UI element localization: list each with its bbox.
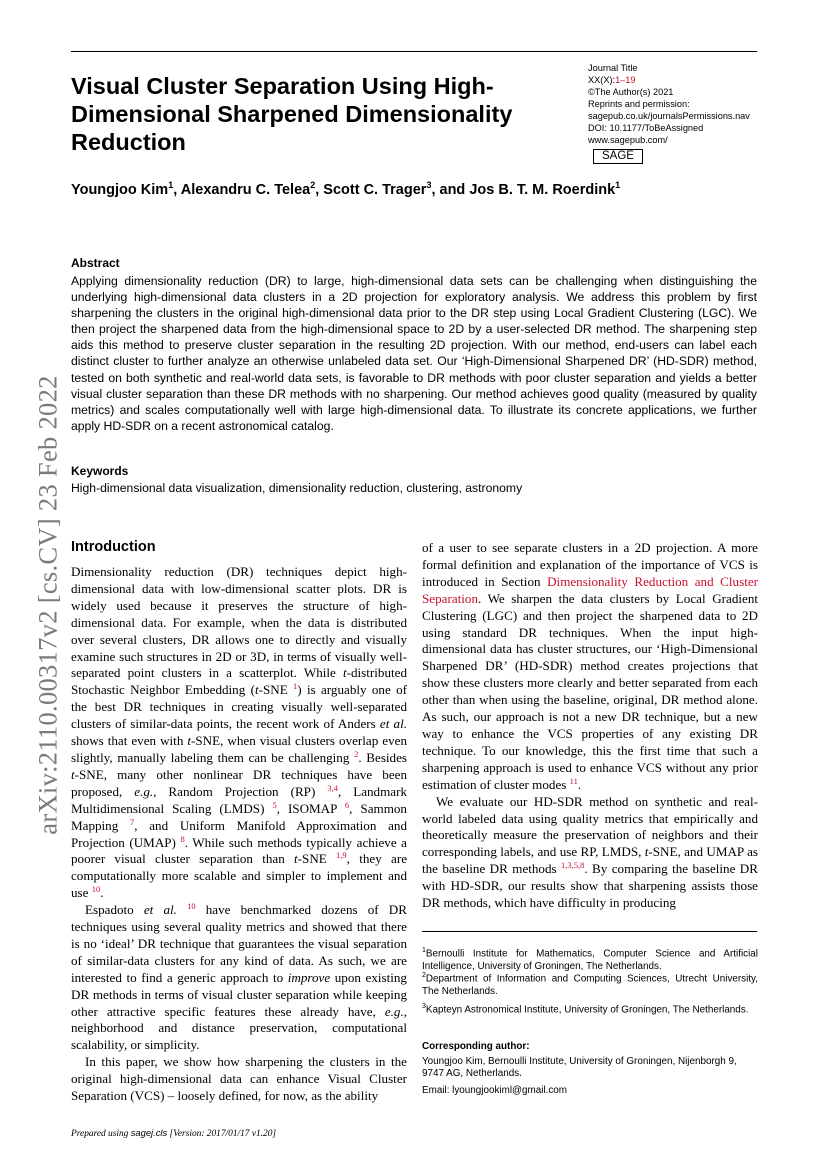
section-link[interactable]: Dimensionality Reduction and Cluster Separation xyxy=(422,573,759,606)
citation-link[interactable]: 5 xyxy=(272,799,277,810)
author-affiliation-mark: 2 xyxy=(310,180,316,190)
citation-link[interactable]: 6 xyxy=(344,799,350,810)
citation-link[interactable]: 1 xyxy=(293,681,298,692)
corresponding-author-address: Youngjoo Kim, Bernoulli Institute, University of Groningen, Nijenborgh 9, 9747 AG, Netherlands. xyxy=(422,1056,737,1080)
citation-link[interactable]: 3,4 xyxy=(327,782,338,793)
page-footer: Prepared using sagej.cls [Version: 2017/01/17 v1.20] xyxy=(71,1127,277,1139)
page-range-link[interactable]: 1–19 xyxy=(615,75,636,85)
reprints-label: Reprints and permission: xyxy=(588,99,690,109)
paper-title: Visual Cluster Separation Using High-Dimensional Sharpened Dimensionality Reduction xyxy=(71,73,513,155)
author-affiliation-mark: 1 xyxy=(615,180,621,190)
citation-link[interactable]: 10 xyxy=(91,884,101,895)
journal-title: Journal Title xyxy=(588,63,638,73)
author-name: Jos B. T. M. Roerdink xyxy=(469,181,616,198)
right-column xyxy=(422,540,758,912)
corresponding-author-email: Email: lyoungjookiml@gmail.com xyxy=(422,1085,568,1096)
publisher-website: www.sagepub.com/ xyxy=(588,135,668,145)
class-file-name: sagej.cls xyxy=(130,1127,168,1138)
author-affiliation-mark: 3 xyxy=(426,180,432,190)
footnote-affiliation-3: $^3$Kapteyn Astronomical Institute, University of Groningen, The Netherlands. xyxy=(422,1003,749,1016)
copyright: ©The Author(s) 2021 xyxy=(588,87,674,97)
author-affiliation-mark: 1 xyxy=(168,180,174,190)
corresponding-author-heading: Corresponding author: xyxy=(422,1041,530,1052)
keywords-heading: Keywords xyxy=(71,464,129,478)
author-name: Youngjoo Kim xyxy=(71,181,169,198)
doi: DOI: 10.1177/ToBeAssigned xyxy=(588,123,704,133)
citation-link[interactable]: 11 xyxy=(569,775,578,786)
citation-link[interactable]: 1,9 xyxy=(336,850,347,861)
citation-link[interactable]: 10 xyxy=(187,901,196,912)
citation-link[interactable]: 8 xyxy=(180,833,185,844)
intro-paragraph-3: In this paper, we show how sharpening the clusters in the original high-dimensional data can enhance Visual Cluster Separation (VCS) – loosely defined, for now, as the ability xyxy=(71,1054,407,1104)
abstract-heading: Abstract xyxy=(71,256,120,270)
permissions-url: sagepub.co.uk/journalsPermissions.nav xyxy=(588,111,750,121)
intro-paragraph-1: Dimensionality reduction (DR) techniques depict high-dimensional data with low-dimensional scatter plots. DR is widely used because it preserves the structure of high-dimensional data. For example, when the data is distributed over several clusters, DR allows one to directly and visually examine such structures in 2D or 3D, in terms of visually well-separated point clusters in a scatterplot. While t-distributed Stochastic Neighbor Embedding (t-SNE $^1$) is arguably one of the best DR techniques in creating visually well-separated clusters of similar-data points, the recent work of Anders et al. shows that even with t-SNE, when visual clusters overlap even slightly, manually labeling them can be challenging $^2$. Besides t-SNE, many other nonlinear DR techniques have been proposed, e.g., Random Projection (RP) $^{3,4}$, Landmark Multidimensional Scaling (LMDS) $^5$, ISOMAP $^6$, Sammon Mapping $^7$, and Uniform Manifold Approximation and Projection (UMAP) $^8$. While such methods typically achieve a poorer visual cluster separation than t-SNE $^{1,9}$, they are computationally more scalable and simpler to implement and use $^{10}$. xyxy=(71,564,408,901)
citation-link[interactable]: 1,3,5,8 xyxy=(561,860,585,871)
journal-volume: XX(X):1–19 xyxy=(588,75,636,85)
introduction-heading: Introduction xyxy=(71,539,156,555)
sage-logo: SAGE xyxy=(593,149,643,164)
left-column xyxy=(71,564,407,1105)
footnote-rule xyxy=(422,931,757,932)
top-rule xyxy=(71,51,757,52)
footnote-affiliation-1: $^1$Bernoulli Institute for Mathematics, Computer Science and Artificial Intelligence, University of Groningen, The Netherlands. xyxy=(422,947,758,972)
intro-paragraph-4: of a user to see separate clusters in a 2D projection. A more formal definition and explanation of the importance of VCS is introduced in Section Dimensionality Reduction and Cluster Separation. We sharpen the data clusters by Local Gradient Clustering (LGC) and then project the sharpened data to 2D using standard DR techniques. When the input high-dimensional data has cluster structures, our ‘High-Dimensional Sharpened DR’ (HD-SDR) method creates projections that show these clusters more clearly and better separated from each other than when using the baseline, original, DR method alone. As such, our approach is not a new DR technique, but a new way to enhance the VCS properties of any existing DR technique. To our knowledge, this the first time that such a sharpening approach is used to enhance VCS without any prior estimation of cluster modes $^{11}$. xyxy=(422,540,759,792)
author-name: Scott C. Trager xyxy=(323,181,427,198)
citation-link[interactable]: 2 xyxy=(354,748,359,759)
citation-link[interactable]: 7 xyxy=(130,816,135,827)
intro-paragraph-2: Espadoto et al. $^{10}$ have benchmarked dozens of DR techniques using several quality metrics and showed that there is no ‘ideal’ DR technique that guarantees the visual separation of similar-data clusters for any kind of data. As such, we are interested to find a generic approach to improve upon existing DR methods in terms of visual cluster separation while keeping other attractive specific features these already have, e.g., neighborhood and distance preservation, computational scalability, or simplicity. xyxy=(71,901,407,1053)
abstract-body: Applying dimensionality reduction (DR) to large, high-dimensional data sets can be challenging when distinguishing the underlying high-dimensional data clusters in a 2D projection for exploratory analysis. We address this problem by first sharpening the clusters in the original high-dimensional data prior to the DR step using Local Gradient Clustering (LGC). We then project the sharpened data from the high-dimensional space to 2D by a user-selected DR method. The sharpening step aids this method to preserve cluster separation in the resulting 2D projection. With our method, end-users can label each distinct cluster to further analyze an otherwise unlabeled data set. Our ‘High-Dimensional Sharpened DR’ (HD-SDR) method, tested on both synthetic and real-world data sets, is favorable to DR methods with poor cluster separation and yields a better visual cluster separation than these DR methods with no sharpening. Our method achieves good quality (measured by quality metrics) and scales computationally well with large high-dimensional data. To illustrate its concrete applications, we further apply HD-SDR on a recent astronomical catalog. xyxy=(71,274,757,433)
footnote-affiliation-2: $^2$Department of Information and Computing Sciences, Utrecht University, The Netherlands. xyxy=(422,972,758,997)
arxiv-identifier[interactable]: arXiv:2110.00317v2 [cs.CV] 23 Feb 2022 xyxy=(32,375,63,835)
author-list: Youngjoo Kim$^1$, Alexandru C. Telea$^2$, Scott C. Trager$^3$, and Jos B. T. M. Roerdink$^1$ xyxy=(71,180,621,198)
author-name: Alexandru C. Telea xyxy=(180,181,311,198)
journal-meta xyxy=(588,62,788,164)
keywords-body: High-dimensional data visualization, dimensionality reduction, clustering, astronomy xyxy=(71,481,523,495)
intro-paragraph-5: We evaluate our HD-SDR method on synthetic and real-world labeled data using quality metrics that empirically and theoretically measure the preservation of neighbors and their corresponding labels, and use RP, LMDS, t-SNE, and UMAP as the baseline DR methods $^{1,3,5,8}$. By comparing the baseline DR with HD-SDR, our results show that sharpening assists those DR methods, which have difficulty in producing xyxy=(422,793,758,911)
